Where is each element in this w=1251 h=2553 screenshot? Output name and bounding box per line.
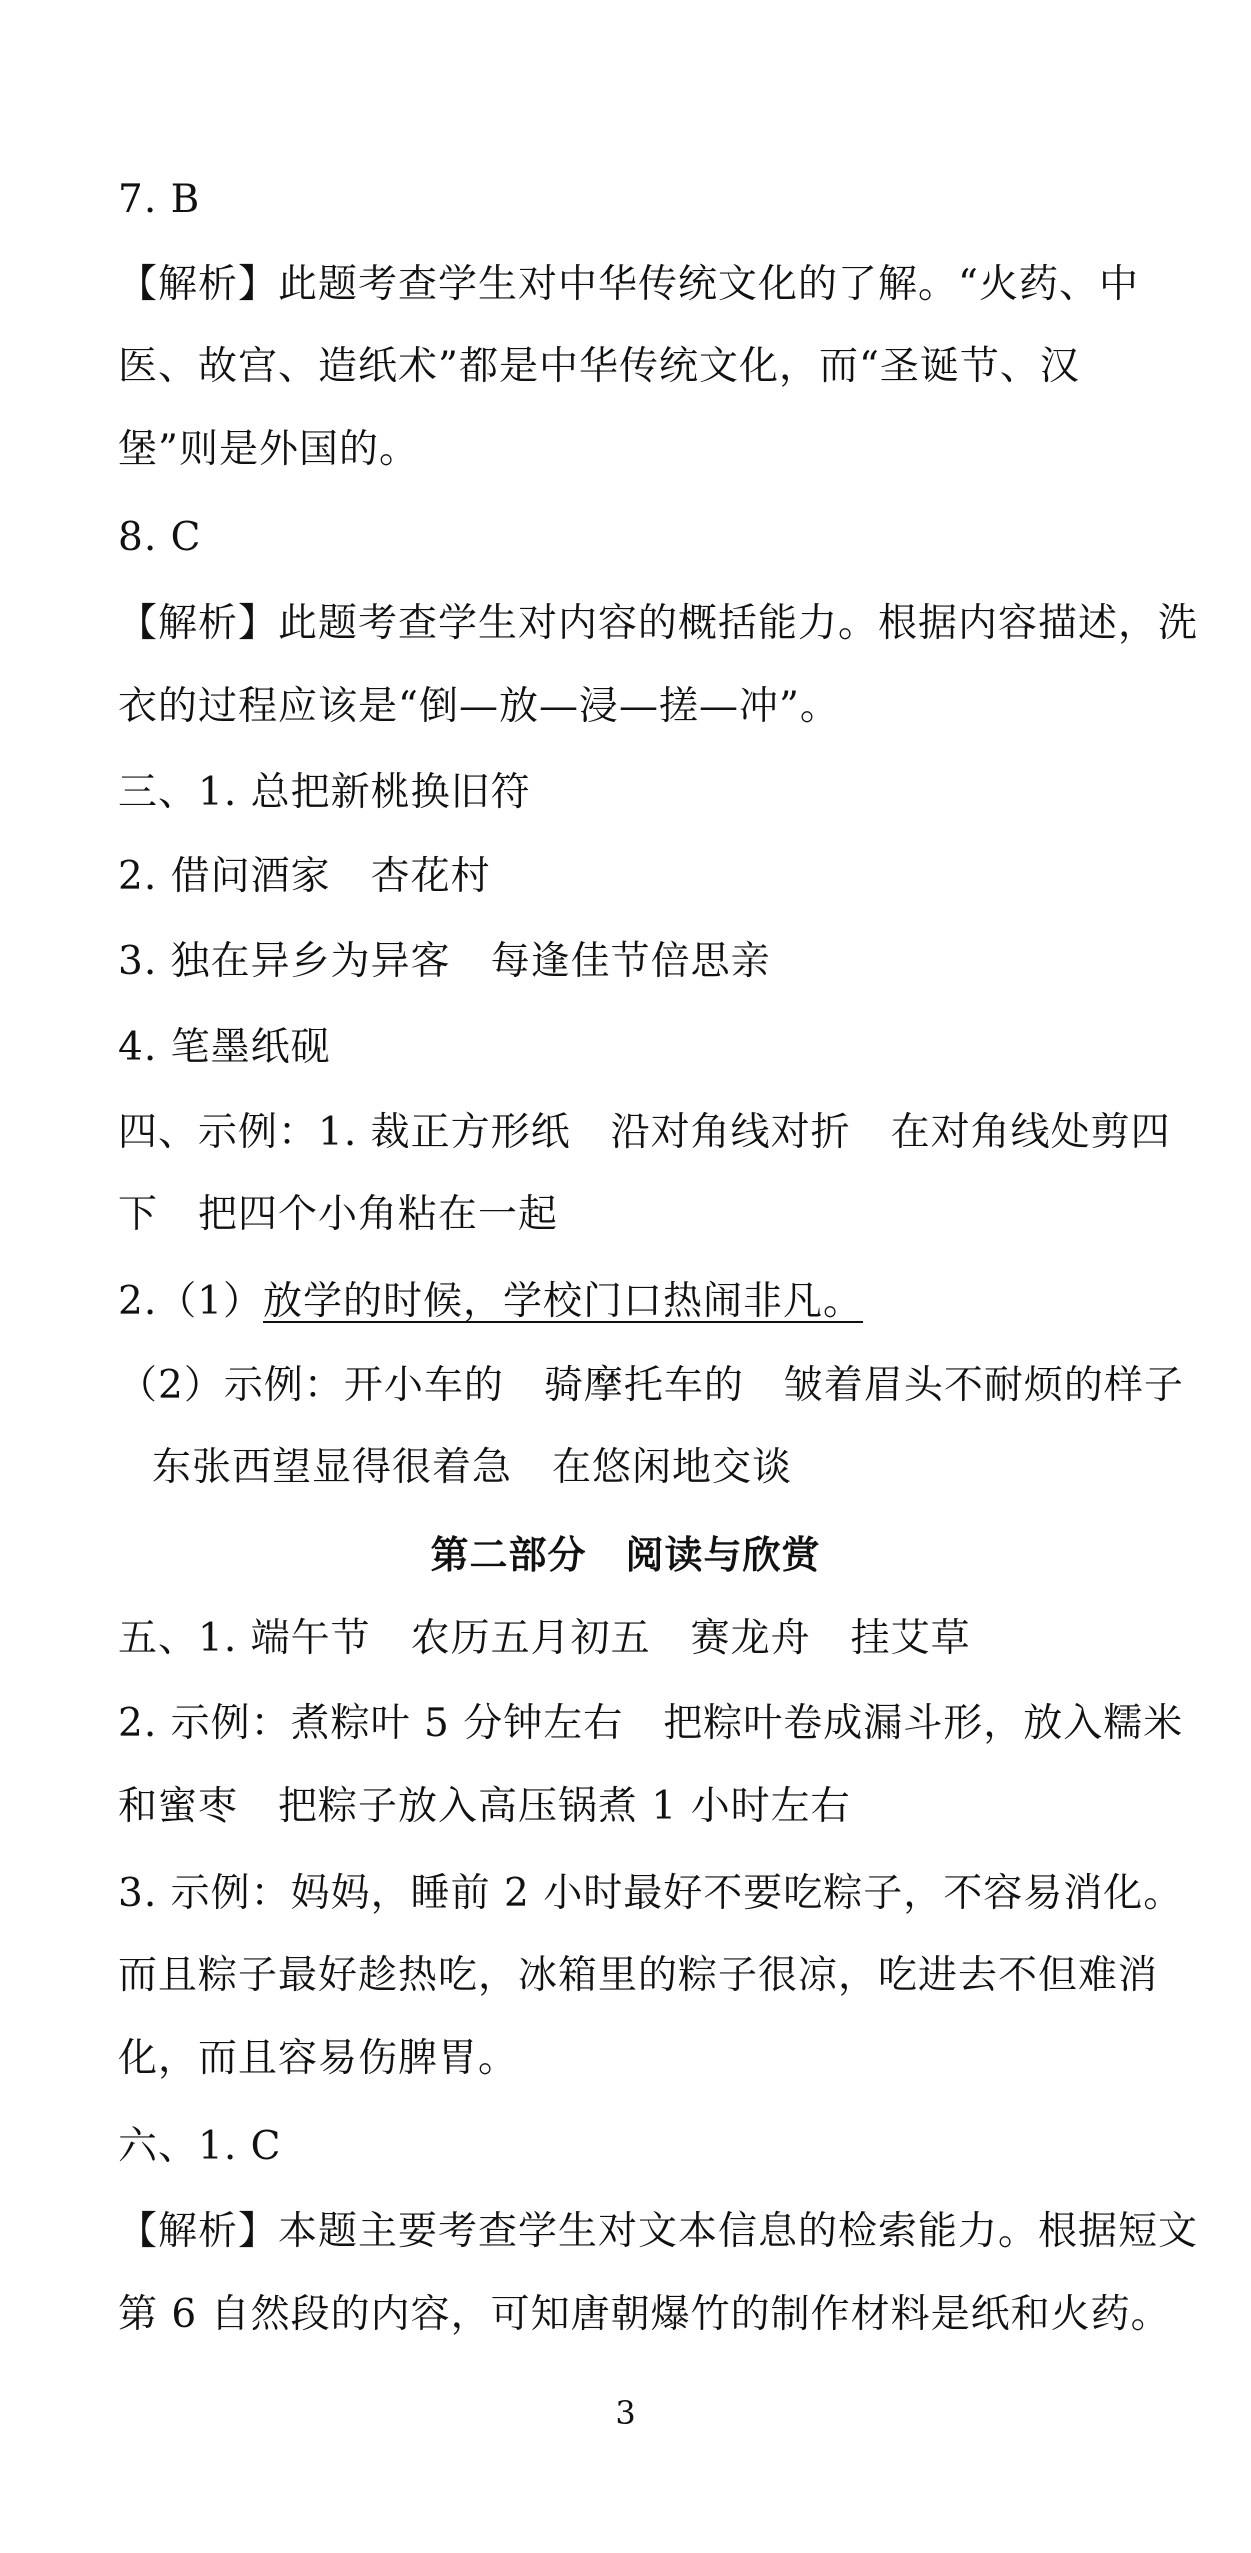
answer-5-2-line2: 和蜜枣 把粽子放入高压锅煮 1 小时左右 xyxy=(118,1784,851,1829)
section-heading: 第二部分 阅读与欣赏 xyxy=(430,1533,821,1577)
answer-4-2-1-text: 放学的时候，学校门口热闹非凡。 xyxy=(263,1279,864,1324)
answer-3-1: 三、1. 总把新桃换旧符 xyxy=(118,770,531,815)
explanation-6-1-line2: 第 6 自然段的内容，可知唐朝爆竹的制作材料是纸和火药。 xyxy=(118,2292,1171,2337)
page-number: 3 xyxy=(615,2394,636,2432)
explanation-8-line1: 【解析】此题考查学生对内容的概括能力。根据内容描述，洗 xyxy=(118,601,1199,646)
answer-3-3: 3. 独在异乡为异客 每逢佳节倍思亲 xyxy=(118,939,771,984)
answer-3-4: 4. 笔墨纸砚 xyxy=(118,1025,331,1070)
answer-4-1-line2: 下 把四个小角粘在一起 xyxy=(118,1192,559,1237)
explanation-7-line3: 堡”则是外国的。 xyxy=(118,427,419,472)
answer-4-1-line1: 四、示例：1. 裁正方形纸 沿对角线对折 在对角线处剪四 xyxy=(118,1110,1171,1155)
answer-7: 7. B xyxy=(118,177,201,222)
explanation-8-line2: 衣的过程应该是“倒—放—浸—搓—冲”。 xyxy=(118,684,840,729)
answer-5-2-line1: 2. 示例：煮粽叶 5 分钟左右 把粽叶卷成漏斗形，放入糯米 xyxy=(118,1701,1184,1746)
answer-5-3-line3: 化，而且容易伤脾胃。 xyxy=(118,2036,519,2081)
answer-4-2-2-line2: 东张西望显得很着急 在悠闲地交谈 xyxy=(152,1445,793,1490)
answer-3-2: 2. 借问酒家 杏花村 xyxy=(118,854,491,899)
explanation-6-1-line1: 【解析】本题主要考查学生对文本信息的检索能力。根据短文 xyxy=(118,2209,1199,2254)
explanation-7-line1: 【解析】此题考查学生对中华传统文化的了解。“火药、中 xyxy=(118,262,1139,307)
answer-5-1: 五、1. 端午节 农历五月初五 赛龙舟 挂艾草 xyxy=(118,1616,971,1661)
answer-5-3-line1: 3. 示例：妈妈，睡前 2 小时最好不要吃粽子，不容易消化。 xyxy=(118,1871,1184,1916)
answer-5-3-line2: 而且粽子最好趁热吃，冰箱里的粽子很凉，吃进去不但难消 xyxy=(118,1953,1159,1998)
answer-4-2-2-line1: （2）示例：开小车的 骑摩托车的 皱着眉头不耐烦的样子 xyxy=(118,1363,1184,1408)
answer-8: 8. C xyxy=(118,515,202,560)
answer-4-2-1 xyxy=(118,1278,1141,1326)
answer-4-2-1-prefix: 2.（1） xyxy=(118,1279,264,1324)
explanation-7-line2: 医、故宫、造纸术”都是中华传统文化，而“圣诞节、汉 xyxy=(118,344,1080,389)
answer-6-1: 六、1. C xyxy=(118,2124,282,2169)
